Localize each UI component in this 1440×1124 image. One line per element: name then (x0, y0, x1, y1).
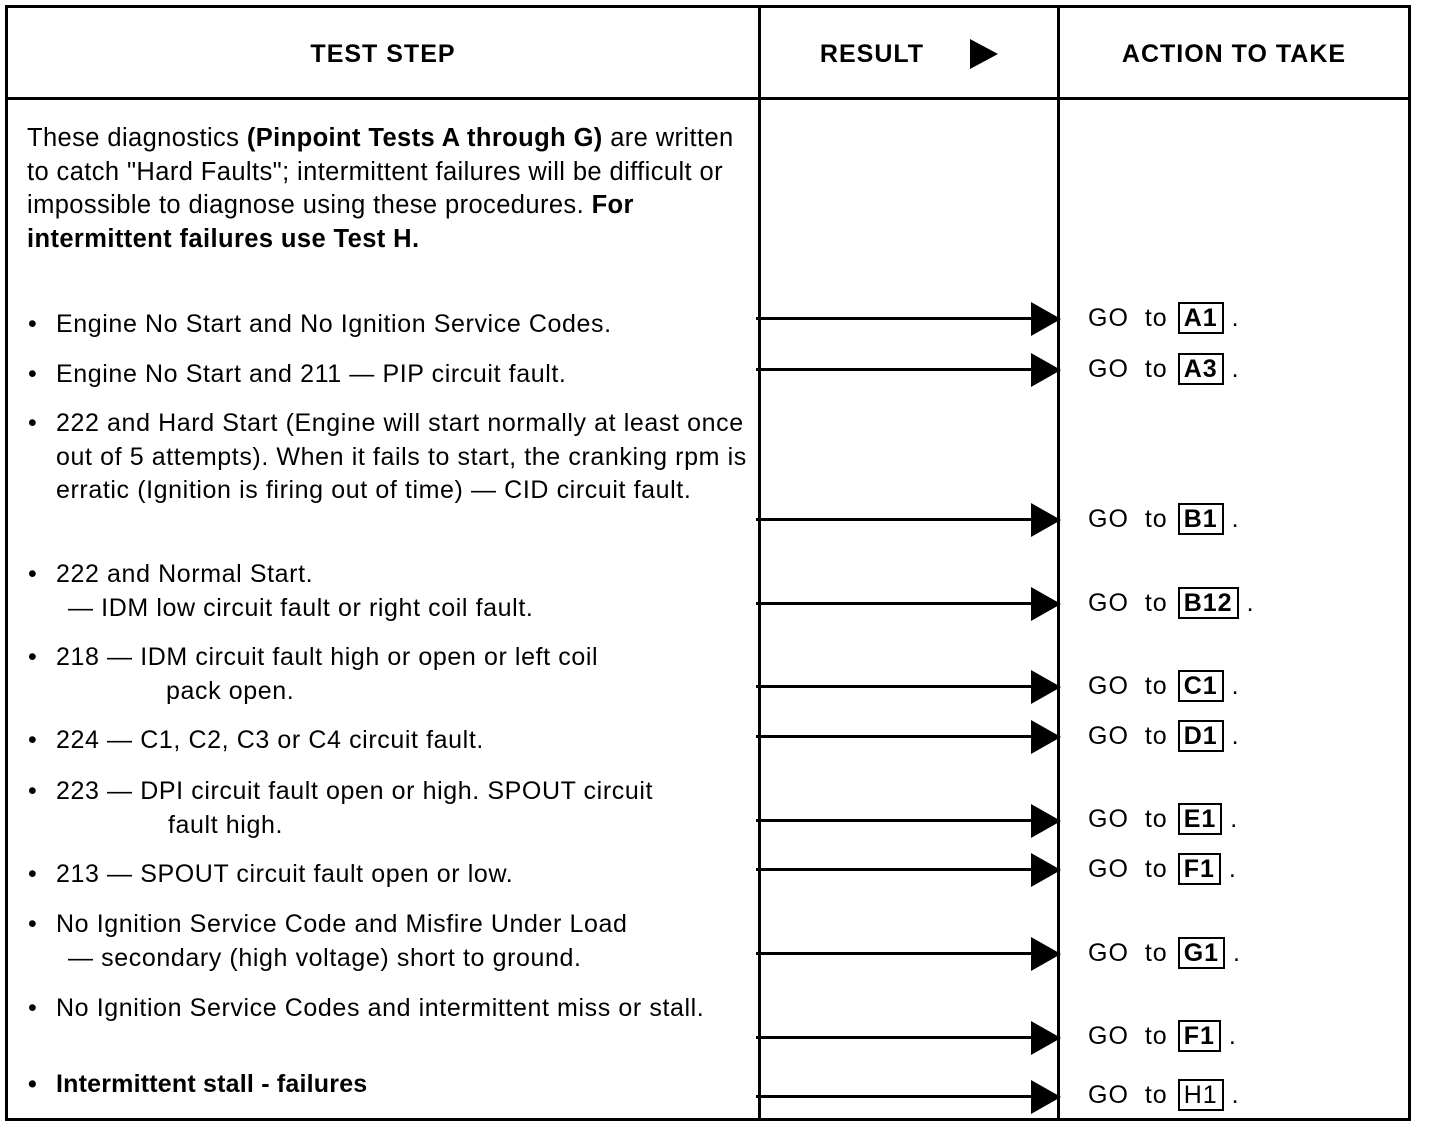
list-item: • 218 — IDM circuit fault high or open or left coil pack open. (28, 643, 599, 705)
action-goto[interactable]: GO to B1 . (1088, 504, 1240, 533)
action-goto[interactable]: GO to C1 . (1088, 671, 1240, 700)
list-item: • Engine No Start and No Ignition Service Codes. (28, 310, 612, 338)
step-code-box: F1 (1178, 1020, 1221, 1052)
header-test-step: TEST STEP (310, 39, 456, 68)
step-code-box: C1 (1178, 670, 1224, 702)
arrow-right-icon (1031, 302, 1061, 336)
action-goto[interactable]: GO to E1 . (1088, 804, 1239, 833)
step-code-box: A3 (1178, 353, 1224, 385)
action-goto[interactable]: GO to A3 . (1088, 354, 1240, 383)
action-goto[interactable]: GO to B12 . (1088, 588, 1255, 617)
action-goto[interactable]: GO to A1 . (1088, 303, 1240, 332)
action-goto[interactable]: GO to D1 . (1088, 721, 1240, 750)
list-item: • 223 — DPI circuit fault open or high. SPOUT circuit fault high. (28, 777, 654, 839)
list-item: • No Ignition Service Code and Misfire Under Load — secondary (high voltage) short to ground. (28, 910, 628, 972)
arrow-right-icon (970, 39, 998, 69)
action-goto[interactable]: GO to F1 . (1088, 1021, 1237, 1050)
header-action: ACTION TO TAKE (1121, 39, 1347, 68)
step-code-box: A1 (1178, 302, 1224, 334)
arrow-right-icon (1031, 1021, 1061, 1055)
step-code-box: B1 (1178, 503, 1224, 535)
arrow-right-icon (1031, 720, 1061, 754)
list-item: • 222 and Normal Start. — IDM low circuit fault or right coil fault. (28, 560, 534, 622)
step-code-box: B12 (1178, 587, 1239, 619)
action-goto[interactable]: GO to H1 . (1088, 1080, 1240, 1109)
arrow-right-icon (1031, 1080, 1061, 1114)
header-result: RESULT (761, 8, 1057, 100)
step-code-box: E1 (1178, 803, 1223, 835)
arrow-right-icon (1031, 937, 1061, 971)
list-item: • Engine No Start and 211 — PIP circuit fault. (28, 360, 567, 388)
arrow-right-icon (1031, 670, 1061, 704)
arrow-right-icon (1031, 353, 1061, 387)
step-code-box: G1 (1178, 937, 1225, 969)
list-item: • 213 — SPOUT circuit fault open or low. (28, 860, 514, 888)
intro-paragraph: These diagnostics (Pinpoint Tests A through G) are written to catch "Hard Faults"; intermittent failures will be difficult or impossible to diagnose using these procedures. For intermittent failures use Test H. (27, 124, 734, 253)
action-goto[interactable]: GO to F1 . (1088, 854, 1237, 883)
list-item: • Intermittent stall - failures (28, 1070, 368, 1098)
list-item: • 224 — C1, C2, C3 or C4 circuit fault. (28, 726, 484, 754)
list-item: • 222 and Hard Start (Engine will start normally at least once out of 5 attempts). When it fails to start, the cranking rpm is erratic (Ignition is firing out of time) — CID circuit fault. (28, 409, 747, 504)
list-item: • No Ignition Service Codes and intermittent miss or stall. (28, 994, 705, 1022)
action-goto[interactable]: GO to G1 . (1088, 938, 1241, 967)
arrow-right-icon (1031, 503, 1061, 537)
step-code-box: D1 (1178, 720, 1224, 752)
step-code-box: F1 (1178, 853, 1221, 885)
step-code-box: H1 (1178, 1079, 1224, 1111)
arrow-right-icon (1031, 853, 1061, 887)
arrow-right-icon (1031, 587, 1061, 621)
arrow-right-icon (1031, 804, 1061, 838)
